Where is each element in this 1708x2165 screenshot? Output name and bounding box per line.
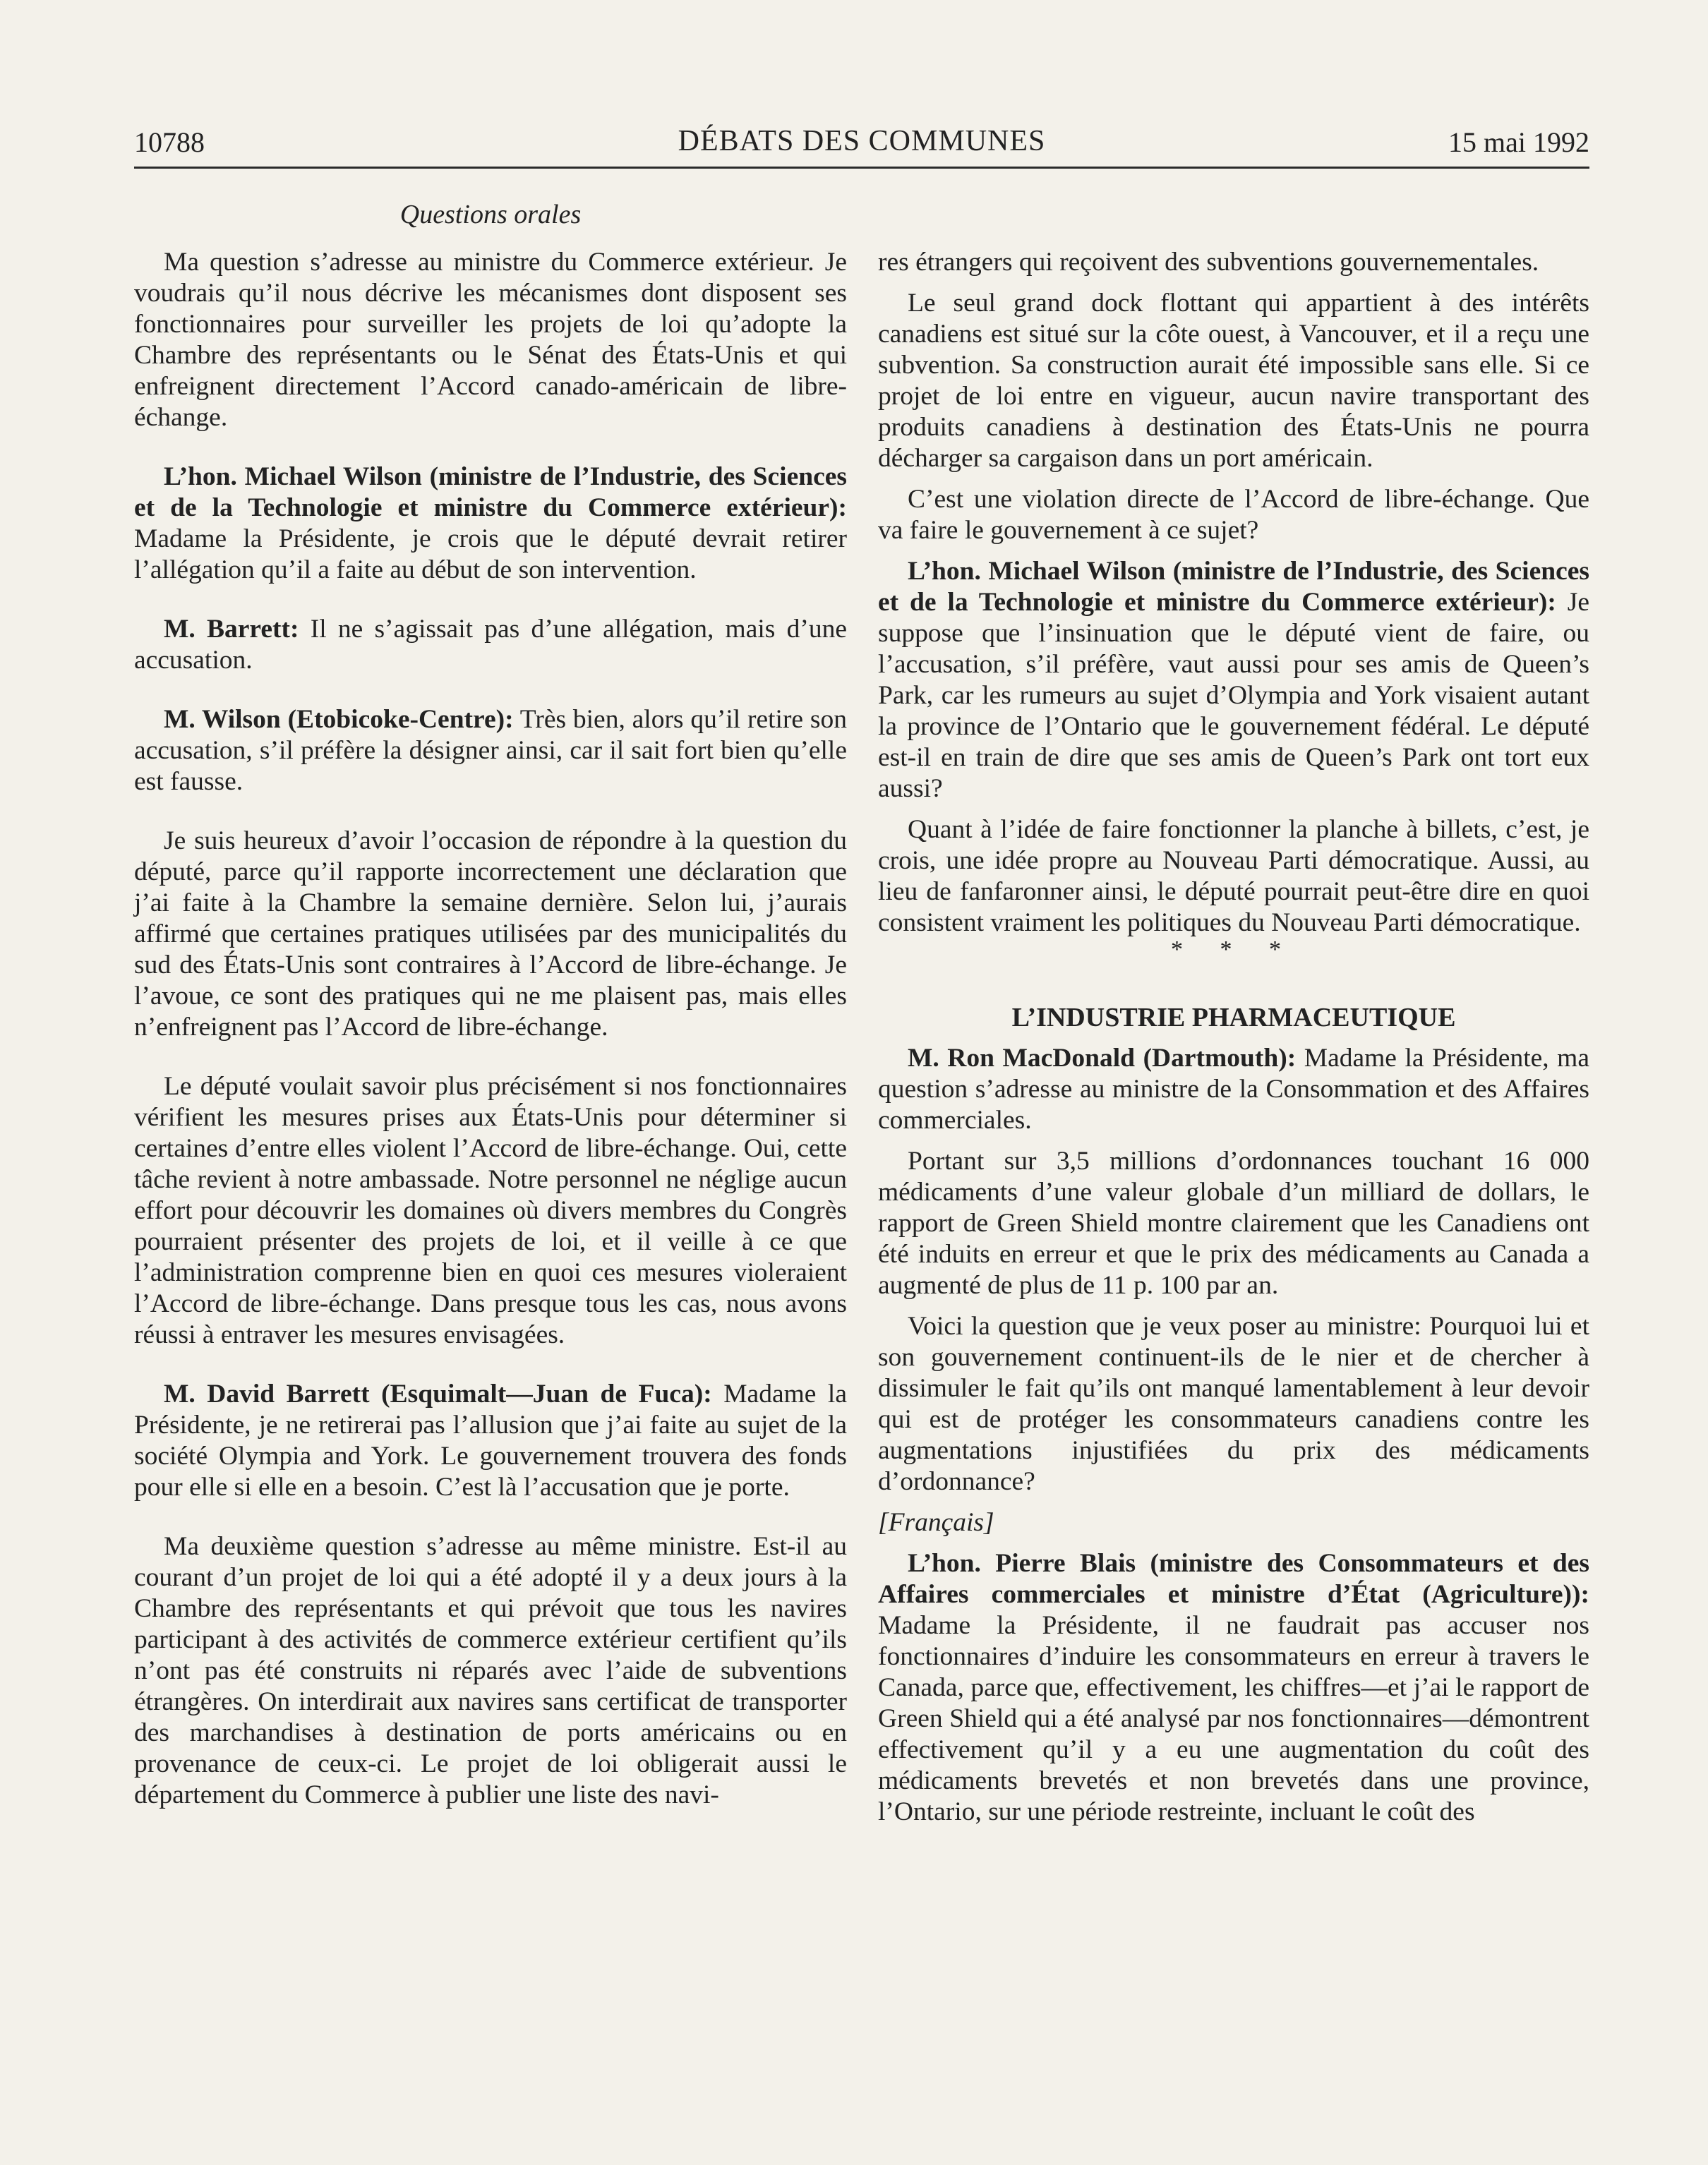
paragraph <box>134 704 847 797</box>
paragraph: Ma question s’adresse au ministre du Commerce extérieur. Je voudrais qu’il nous décrive les mécanismes dont disposent ses fonctionnaires pour surveiller les projets de loi qu’adopte la Chambre des représentants ou le Sénat des États-Unis et qui enfreignent directement l’Accord canado-américain de libre-échange. <box>134 248 847 432</box>
speaker-name: L’hon. Pierre Blais (ministre des Consommateurs et des Affaires commerciales et ministre d’État (Agriculture)): <box>878 1549 1589 1609</box>
speaker-name: M. Wilson (Etobicoke-Centre): <box>164 705 514 734</box>
speaker-name: M. Barrett: <box>164 615 299 644</box>
speech-text: Madame la Présidente, ma question s’adresse au ministre de la Consommation et des Affaires commerciales. <box>878 1044 1589 1135</box>
paragraph <box>878 556 1589 804</box>
paragraph <box>134 462 847 586</box>
section-title: Questions orales <box>399 200 582 229</box>
speaker-name: M. Ron MacDonald (Dartmouth): <box>908 1044 1297 1073</box>
paragraph: Je suis heureux d’avoir l’occasion de répondre à la question du député, parce qu’il rapporte incorrectement une déclaration que j’ai faite à la Chambre la semaine dernière. Selon lui, j’aurais affirmé que certaines pratiques utilisées par des municipalités du sud des États-Unis sont contraires à l’Accord de libre-échange. Je l’avoue, ce sont des pratiques qui ne me plaisent pas, mais elles n’enfreignent pas l’Accord de libre-échange. <box>134 826 847 1042</box>
speaker-name: L’hon. Michael Wilson (ministre de l’Industrie, des Sciences et de la Technologie et ministre du Commerce extérieur): <box>878 557 1589 617</box>
speech-text: Il ne s’agissait pas d’une allégation, mais d’une accusation. <box>134 615 847 675</box>
paragraph: res étrangers qui reçoivent des subventions gouvernementales. <box>878 248 1539 277</box>
paragraph: Ma deuxième question s’adresse au même ministre. Est-il au courant d’un projet de loi qui a été adopté il y a deux jours à la Chambre des représentants et qui prévoit que tous les navires participant à des activités de commerce extérieur certifient qu’ils n’ont pas été construits ni réparés avec l’aide de subventions étrangères. On interdirait aux navires sans certificat de transporter des marchandises à destination de ports américains ou en provenance de ceux-ci. Le projet de loi obligerait aussi le département du Commerce à publier une liste des navi- <box>134 1532 847 1809</box>
speaker-name: M. David Barrett (Esquimalt—Juan de Fuca): <box>164 1380 712 1409</box>
publication-title: DÉBATS DES COMMUNES <box>678 125 1046 157</box>
right-column <box>878 247 1589 1838</box>
page-number: 10788 <box>134 126 205 158</box>
paragraph: Portant sur 3,5 millions d’ordonnances touchant 16 000 médicaments d’une valeur globale d’un milliard de dollars, le rapport de Green Shield montre clairement que les Canadiens ont été induits en erreur et que le prix des médicaments au Canada a augmenté de plus de 11 p. 100 par an. <box>878 1147 1589 1300</box>
paragraph: Le seul grand dock flottant qui appartient à des intérêts canadiens est situé sur la côte ouest, à Vancouver, et il a reçu une subvention. Sa construction aurait été impossible sans elle. Si ce projet de loi entre en vigueur, aucun navire transportant des produits canadiens à destination des États-Unis ne pourra décharger sa cargaison dans un port américain. <box>878 289 1589 473</box>
page-header <box>134 119 1589 161</box>
paragraph <box>134 614 847 676</box>
header-rule <box>134 167 1589 169</box>
left-column <box>134 247 847 1839</box>
speaker-name: L’hon. Michael Wilson (ministre de l’Industrie, des Sciences et de la Technologie et ministre du Commerce extérieur): <box>134 462 847 522</box>
paragraph <box>878 1548 1589 1828</box>
language-marker: [Français] <box>878 1508 994 1537</box>
speech-text: Très bien, alors qu’il retire son accusation, s’il préfère la désigner ainsi, car il sait fort bien qu’elle est fausse. <box>134 705 847 796</box>
paragraph: Le député voulait savoir plus précisément si nos fonctionnaires vérifient les mesures prises aux États-Unis pour déterminer si certaines d’entre elles violent l’Accord de libre-échange. Oui, cette tâche revient à notre ambassade. Notre personnel ne néglige aucun effort pour découvrir les domaines où divers membres du Congrès pourraient présenter des projets de loi, et il veille à ce que l’administration comprenne bien en quoi ces mesures violeraient l’Accord de libre-échange. Dans presque tous les cas, nous avons réussi à entraver les mesures envisagées. <box>134 1072 847 1349</box>
paragraph: C’est une violation directe de l’Accord de libre-échange. Que va faire le gouvernement à ce sujet? <box>878 485 1589 545</box>
paragraph <box>878 1043 1589 1136</box>
paragraph: Voici la question que je veux poser au ministre: Pourquoi lui et son gouvernement continuent-ils de le nier et de chercher à dissimuler le fait qu’ils ont manqué lamentablement à leur devoir qui est de protéger les consommateurs canadiens contre les augmentations injustifiées du prix des médicaments d’ordonnance? <box>878 1312 1589 1496</box>
speech-text: Madame la Présidente, il ne faudrait pas accuser nos fonctionnaires d’induire les consommateurs en erreur à travers le Canada, parce que, effectivement, les chiffres—et j’ai le rapport de Green Shield qui a été analysé par nos fonctionnaires—démontrent effectivement qu’il y a eu une augmentation du coût des médicaments brevetés et non brevetés dans une province, l’Ontario, sur une période restreinte, incluant le coût des <box>878 1611 1589 1826</box>
paragraph: Quant à l’idée de faire fonctionner la planche à billets, c’est, je crois, une idée propre au Nouveau Parti démocratique. Aussi, au lieu de fanfaronner ainsi, le député pourrait peut-être dire en quoi consistent vraiment les politiques du Nouveau Parti démocratique. <box>878 815 1589 937</box>
speech-text: Madame la Présidente, je ne retirerai pas l’allusion que j’ai faite au sujet de la société Olympia and York. Le gouvernement trouvera des fonds pour elle si elle en a besoin. C’est là l’accusation que je porte. <box>134 1380 847 1502</box>
publication-date: 15 mai 1992 <box>1448 126 1589 158</box>
paragraph <box>134 1379 847 1503</box>
section-heading: L’INDUSTRIE PHARMACEUTIQUE <box>1011 1003 1456 1032</box>
speech-text: Madame la Présidente, je crois que le député devrait retirer l’allégation qu’il a faite au début de son intervention. <box>134 524 847 584</box>
section-separator: * * * <box>1171 936 1297 963</box>
speech-text: Je suppose que l’insinuation que le député vient de faire, ou l’accusation, s’il préfère, vaut aussi pour ses amis de Queen’s Park, car les rumeurs au sujet d’Olympia and York visaient autant la province de l’Ontario que le gouvernement fédéral. Le député est-il en train de dire que ses amis de Queen’s Park ont tort eux aussi? <box>878 588 1589 803</box>
